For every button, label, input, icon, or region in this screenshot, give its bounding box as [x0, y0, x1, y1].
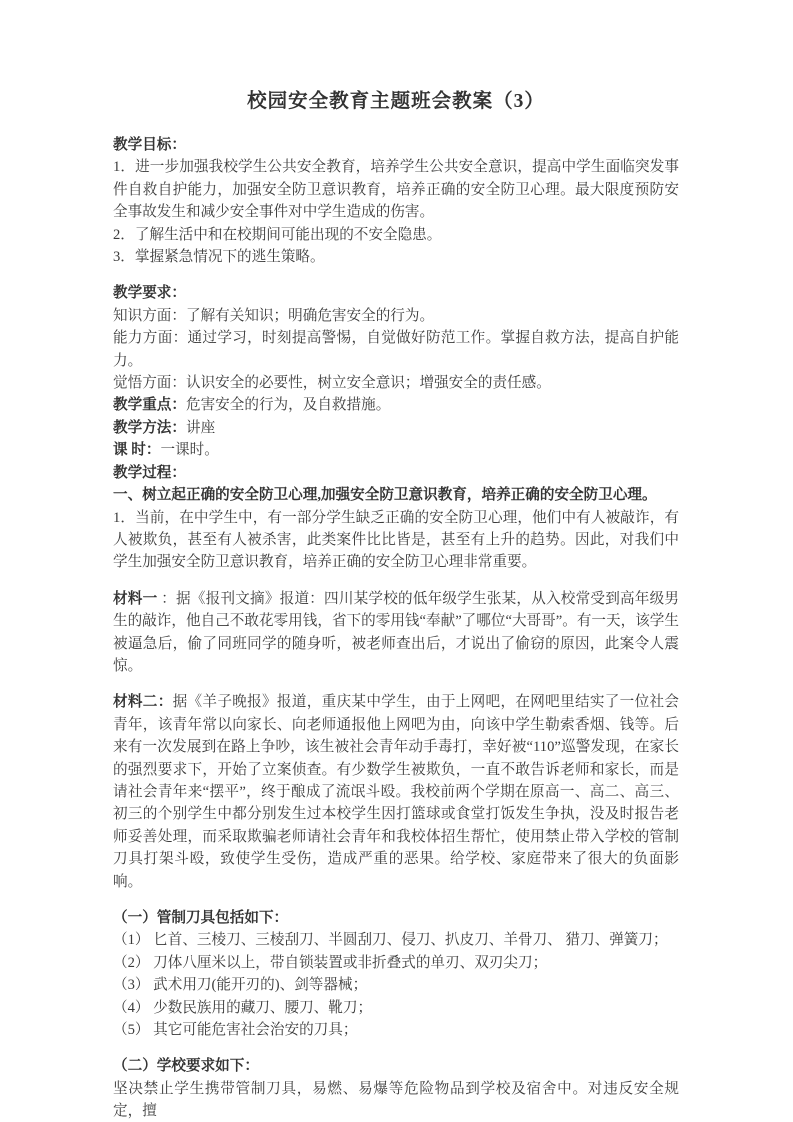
paragraph-label: 课 时：	[113, 442, 161, 459]
paragraph-spacer	[113, 268, 679, 282]
paragraph-text: 觉悟方面：认识安全的必要性，树立安全意识；增强安全的责任感。	[113, 375, 551, 392]
paragraph-text: （二）学校要求如下：	[113, 1058, 259, 1075]
section-heading	[113, 484, 679, 506]
paragraph-text: 一、树立起正确的安全防卫心理,加强安全防卫意识教育，培养正确的安全防卫心理。	[113, 487, 657, 504]
paragraph	[113, 588, 679, 678]
paragraph-label: 教学重点：	[113, 397, 186, 414]
paragraph-label: 教学方法：	[113, 419, 186, 436]
paragraph-label: 材料二：	[113, 694, 173, 711]
paragraph	[113, 394, 679, 416]
section-heading	[113, 907, 679, 929]
paragraph	[113, 224, 679, 246]
paragraph	[113, 1078, 679, 1122]
paragraph-text: 坚决禁止学生携带管制刀具，易燃、易爆等危险物品到学校及宿舍中。对违反安全规定，擅	[113, 1080, 679, 1120]
paragraph-spacer	[113, 1041, 679, 1055]
paragraph-text: 能力方面：通过学习，时刻提高警惕，自觉做好防范工作。掌握自救方法，提高自护能力。	[113, 330, 679, 369]
paragraph-spacer	[113, 893, 679, 907]
paragraph-text: 知识方面：了解有关知识；明确危害安全的行为。	[113, 307, 435, 324]
paragraph-text: 教学要求：	[113, 285, 186, 302]
paragraph-spacer	[113, 677, 679, 691]
paragraph-spacer	[113, 574, 679, 588]
paragraph	[113, 974, 679, 996]
paragraph-text: （4） 少数民族用的藏刀、腰刀、靴刀；	[113, 999, 373, 1016]
paragraph	[113, 417, 679, 439]
section-heading	[113, 282, 679, 304]
section-heading	[113, 462, 679, 484]
paragraph	[113, 372, 679, 394]
section-heading	[113, 134, 679, 156]
paragraph	[113, 246, 679, 268]
paragraph-text: （5） 其它可能危害社会治安的刀具；	[113, 1022, 358, 1039]
paragraph-label: 材料一	[113, 590, 158, 607]
paragraph-text: 据《羊子晚报》报道，重庆某中学生，由于上网吧，在网吧里结实了一位社会青年，该青年常以向家长、向老师通报他上网吧为由，向该中学生勒索香烟、钱等。后来有一次发展到在路上争吵，该生被社会青年动手毒打，幸好被“110”巡警发现，在家长的强烈要求下，开始了立案侦查。有少数学生被欺负，一直不敢告诉老师和家长，而是请社会青年来“摆平”，终于酿成了流氓斗殴。我校前两个学期在原高一、高二、高三、初三的个别学生中都分别发生过本校学生因打篮球或食堂打饭发生争执，没及时报告老师妥善处理，而采取欺骗老师请社会青年和我校体招生帮忙，使用禁止带入学校的管制刀具打架斗殴，致使学生受伤，造成严重的恶果。给学校、家庭带来了很大的负面影响。	[113, 694, 679, 890]
document-title: 校园安全教育主题班会教案（3）	[247, 91, 545, 112]
paragraph	[113, 327, 679, 372]
paragraph-text: 1．当前，在中学生中，有一部分学生缺乏正确的安全防卫心理，他们中有人被敲诈，有人被欺负，甚至有人被杀害，此类案件比比皆是，甚至有上升的趋势。因此，对我们中学生加强安全防卫意识教育，培养正确的安全防卫心理非常重要。	[113, 509, 679, 571]
paragraph-text: 教学目标：	[113, 137, 186, 153]
paragraph	[113, 691, 679, 893]
paragraph-text: 1．进一步加强我校学生公共安全教育，培养学生公共安全意识，提高中学生面临突发事件自救自护能力，加强安全防卫意识教育，培养正确的安全防卫心理。最大限度预防安全事故发生和减少安全事件对中学生造成的伤害。	[113, 159, 679, 221]
paragraph	[113, 1019, 679, 1041]
paragraph	[113, 929, 679, 951]
paragraph	[113, 439, 679, 461]
paragraph-text: 危害安全的行为，及自救措施。	[185, 397, 391, 414]
paragraph-text: （1） 匕首、三棱刀、三棱刮刀、半圆刮刀、侵刀、扒皮刀、羊骨刀、 猎刀、弹簧刀；	[113, 932, 668, 949]
paragraph-text: （一）管制刀具包括如下：	[113, 910, 289, 926]
paragraph-text: 教学过程：	[113, 464, 186, 481]
paragraph-text: ：据《报刊文摘》报道：四川某学校的低年级学生张某，从入校常受到高年级男生的敲诈，他自己不敢花零用钱，省下的零用钱“奉献”了哪位“大哥哥”。有一天，该学生被逼急后，偷了同班同学的随身听，被老师查出后，才说出了偷窃的原因，此案令人震惊。	[113, 590, 679, 674]
section-heading	[113, 1055, 679, 1077]
paragraph	[113, 507, 679, 574]
paragraph-text: （2） 刀体八厘米以上，带自锁装置或非折叠式的单刃、双刃尖刀；	[113, 954, 548, 971]
paragraph	[113, 952, 679, 974]
paragraph-text: 3．掌握紧急情况下的逃生策略。	[113, 249, 325, 266]
paragraph-text: （3） 武术用刀(能开刃的)、剑等器械；	[113, 977, 368, 994]
document-body	[113, 134, 679, 1122]
paragraph	[113, 997, 679, 1019]
paragraph-text: 2．了解生活中和在校期间可能出现的不安全隐患。	[113, 226, 442, 243]
paragraph-text: 讲座	[185, 419, 216, 436]
paragraph-text: 一课时。	[160, 442, 219, 459]
paragraph	[113, 305, 679, 327]
paragraph	[113, 156, 679, 223]
